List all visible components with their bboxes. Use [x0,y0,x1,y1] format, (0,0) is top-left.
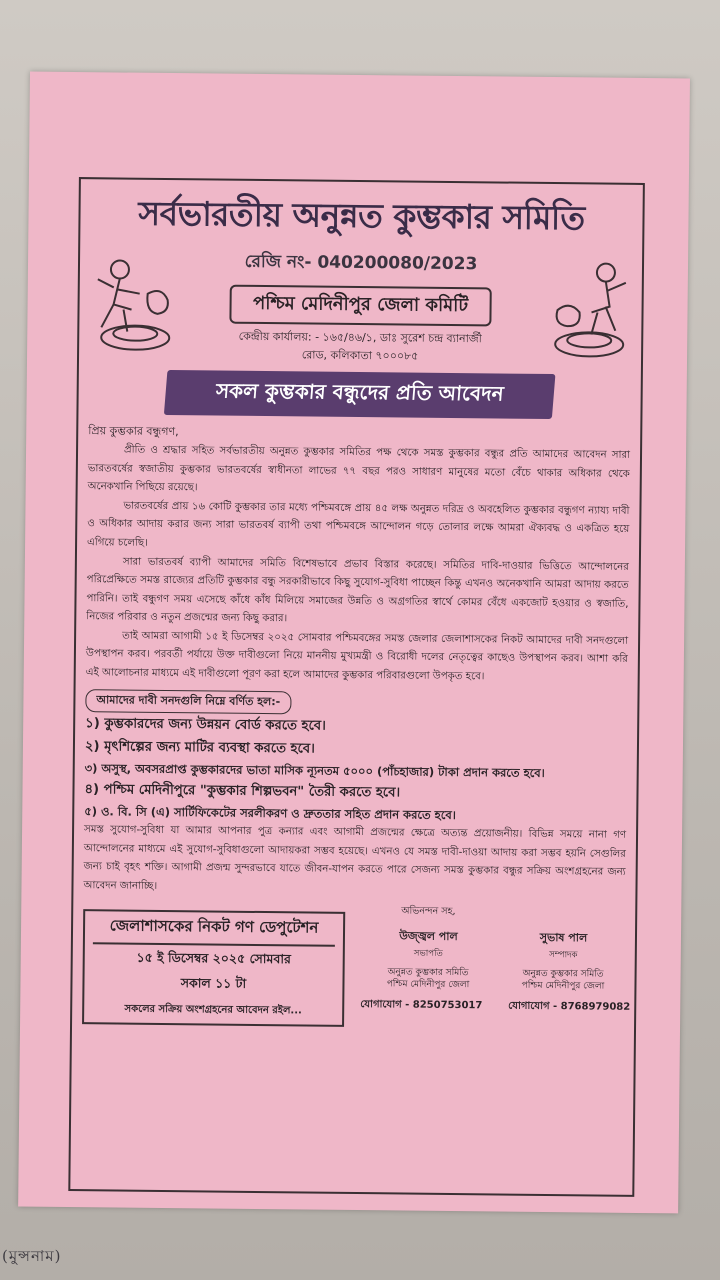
deputation-date: ১৫ ই ডিসেম্বর ২০২৫ সোমবার [136,949,291,967]
demands-list [84,712,627,827]
deputation-note: সকলের সক্রিয় অংশগ্রহনের আবেদন রইল... [124,1003,302,1017]
signer-role: সম্পাদক [549,950,578,961]
contact-secretary: যোগাযোগ - 8768979082 [508,1000,631,1013]
demand-item: ১) কুম্ভকারদের জন্য উন্নয়ন বোর্ড করতে হবে। [85,715,326,734]
signature-greeting: অভিনন্দন সহ, [401,905,456,918]
deputation-time: সকাল ১১ টা [180,975,247,992]
paragraph-4: তাই আমরা আগামী ১৫ ই ডিসেম্বর ২০২৫ সোমবার পশ্চিমবঙ্গের সমস্ত জেলার জেলাশাসকের নিকট আমাদের দাবী সনদগুলো উপস্থাপন করব। পরবর্তী পর্যায়ে উক্ত দাবীগুলো নিয়ে মাননীয় মুখ্যমন্ত্রী ও বিরোধী দলের নেতৃত্বের কাছেও উপস্থাপন করব। আশা করি এই আলোচনার মাধ্যমে এই দাবীগুলো পূরণ করা হলে আমাদের কুম্ভকার পরিবারগুলো উপকৃত হবে। [85,630,629,683]
paragraph-3: সারা ভারতবর্ষ ব্যাপী আমাদের সমিতি বিশেষভাবে প্রভাব বিস্তার করেছে। সমিতির দাবি-দাওয়ার ভিত্তিতে আন্দোলনের পরিপ্রেক্ষিতে সমস্ত রাজ্যের প্রতিটি কুম্ভকার বন্ধু সরকারীভাবে কিছু সুযোগ-সুবিধা পাচ্ছেন কিন্তু এখনও অনেকখানি আমরা আদায় করতে পারিনি। তাই বন্ধুগণ সময় এসেছে কাঁধে কাঁধ মিলিয়ে সমাজের উন্নতি ও অগ্রগতির স্বার্থে কোমর বেঁধে একজোট হওয়ার ও স্বজাতি, নিজের পরিবার ও নতুন প্রজন্মের জন্য কিছু করার। [86,556,629,625]
district-committee-box: পশ্চিম মেদিনীপুর জেলা কমিটি [229,285,491,327]
demand-item: ৪) পশ্চিম মেদিনীপুরে "কুম্ভকার শিল্পভবন" তৈরী করতে হবে। [84,781,401,801]
signer-name: উজ্জ্বল পাল [399,929,458,944]
signer-org-line-1: অনুন্নত কুম্ভকার সমিতি [522,969,604,980]
contact-president: যোগাযোগ - 8250753017 [360,998,483,1011]
signer-org-line-2: পশ্চিম মেদিনীপুর জেলা [521,981,605,993]
flyer-paper [18,72,690,1214]
registration-number: রেজি নং- 040200080/2023 [244,251,478,275]
demand-item: ৩) অসুস্থ, অবসরপ্রাপ্ত কুম্ভকারদের ভাতা মাসিক ন্যূনতম ৫০০০ (পাঁচহাজার) টাকা প্রদান করতে হবে। [84,760,545,780]
signature-block [360,904,631,1016]
contacts-row [360,997,630,1017]
closing-paragraph: সমস্ত সুযোগ-সুবিধা যা আমার আপনার পুত্র কন্যার এবং আগামী প্রজন্মের ক্ষেত্রে অত্যন্ত প্রয়োজনীয়। বিভিন্ন সময়ে নানা গণ আন্দোলনের মাধ্যমে এই সুযোগ-সুবিধাগুলো আদায়করা সম্ভব হয়েছে। এখনও যে সমস্ত দাবী-দাওয়া আদায় করা সম্ভব হয়নি সেগুলির জন্য চাই বৃহৎ শক্তি। আগামী প্রজন্ম সুন্দরভাবে যাতে জীবন-যাপন করতে পারে সেজন্য সমস্ত কুম্ভকার বন্ধুর সক্রিয় অংশগ্রহনের জন্য আবেদন জানাচ্ছি। [83,824,627,892]
paragraph-2: ভারতবর্ষের প্রায় ১৬ কোটি কুম্ভকার তার মধ্যে পশ্চিমবঙ্গে প্রায় ৪৫ লক্ষ অনুন্নত দরিদ্র ও অবহেলিত কুম্ভকার বন্ধুগণ ন্যায্য দাবী ও অধিকার আদায় করার জন্য সারা ভারতবর্ষ ব্যাপী তথা পশ্চিমবঙ্গে আন্দোলন গড়ে তোলার লক্ষে আমরা ঐক্যবদ্ধ ও একত্রিত হয়ে এগিয়ে চলেছি। [87,500,630,549]
signer-president [360,927,496,992]
demand-item: ৫) ও. বি. সি (এ) সার্টিফিকেটের সরলীকরণ ও দ্রুততার সহিত প্রদান করতে হবে। [84,804,456,822]
demands-heading: আমাদের দাবী সনদগুলি নিম্নে বর্ণিত হল:- [85,689,291,714]
salutation: প্রিয় কুম্ভকার বন্ধুগণ, [88,424,179,439]
handwritten-note: (মুন্সনাম) [2,1247,62,1265]
organization-title: সর্বভারতীয় অনুন্নত কুম্ভকার সমিতি [138,193,585,238]
deputation-box [82,909,345,1027]
flyer-content [82,179,633,1027]
appeal-banner: সকল কুম্ভকার বন্ধুদের প্রতি আবেদন [164,370,556,419]
signer-name: সুভাষ পাল [539,931,588,945]
paragraph-1: প্রীতি ও শ্রদ্ধার সহিত সর্বভারতীয় অনুন্নত কুম্ভকার সমিতির পক্ষ থেকে সমস্ত কুম্ভকার বন্ধুর প্রতি আমাদের আবেদন সারা ভারতবর্ষের স্বজাতীয় কুম্ভকার ভারতবর্ষের স্বাধীনতা লাভের ৭৭ বছর পরও সাধারণ মানুষের মতো বেঁচে থাকার অধিকার থেকে অনেকখানি পিছিয়ে রয়েছে। [87,444,631,494]
signer-org-line-2: পশ্চিম মেদিনীপুর জেলা [386,979,470,991]
signer-org-line-1: অনুন্নত কুম্ভকার সমিতি [387,967,469,979]
signer-secretary [495,929,631,994]
signers-row [360,927,631,993]
bottom-section [82,901,631,1027]
signer-role: সভাপতি [413,948,443,960]
potter-illustration-right [545,254,638,365]
potter-illustration-left [83,249,176,360]
demand-item: ২) মৃৎশিল্পের জন্য মাটির ব্যবস্থা করতে হবে। [84,738,315,757]
office-line-1: কেন্দ্রীয় কার্যালয়: - ১৬৫/৪৬/১, ডাঃ সুরেশ চন্দ্র ব্যানার্জী [238,329,482,346]
flyer-border-frame [68,177,645,1197]
deputation-title: জেলাশাসকের নিকট গণ ডেপুটেশন [93,912,335,948]
office-line-2: রোড, কলিকাতা ৭০০০৮৫ [301,347,419,363]
